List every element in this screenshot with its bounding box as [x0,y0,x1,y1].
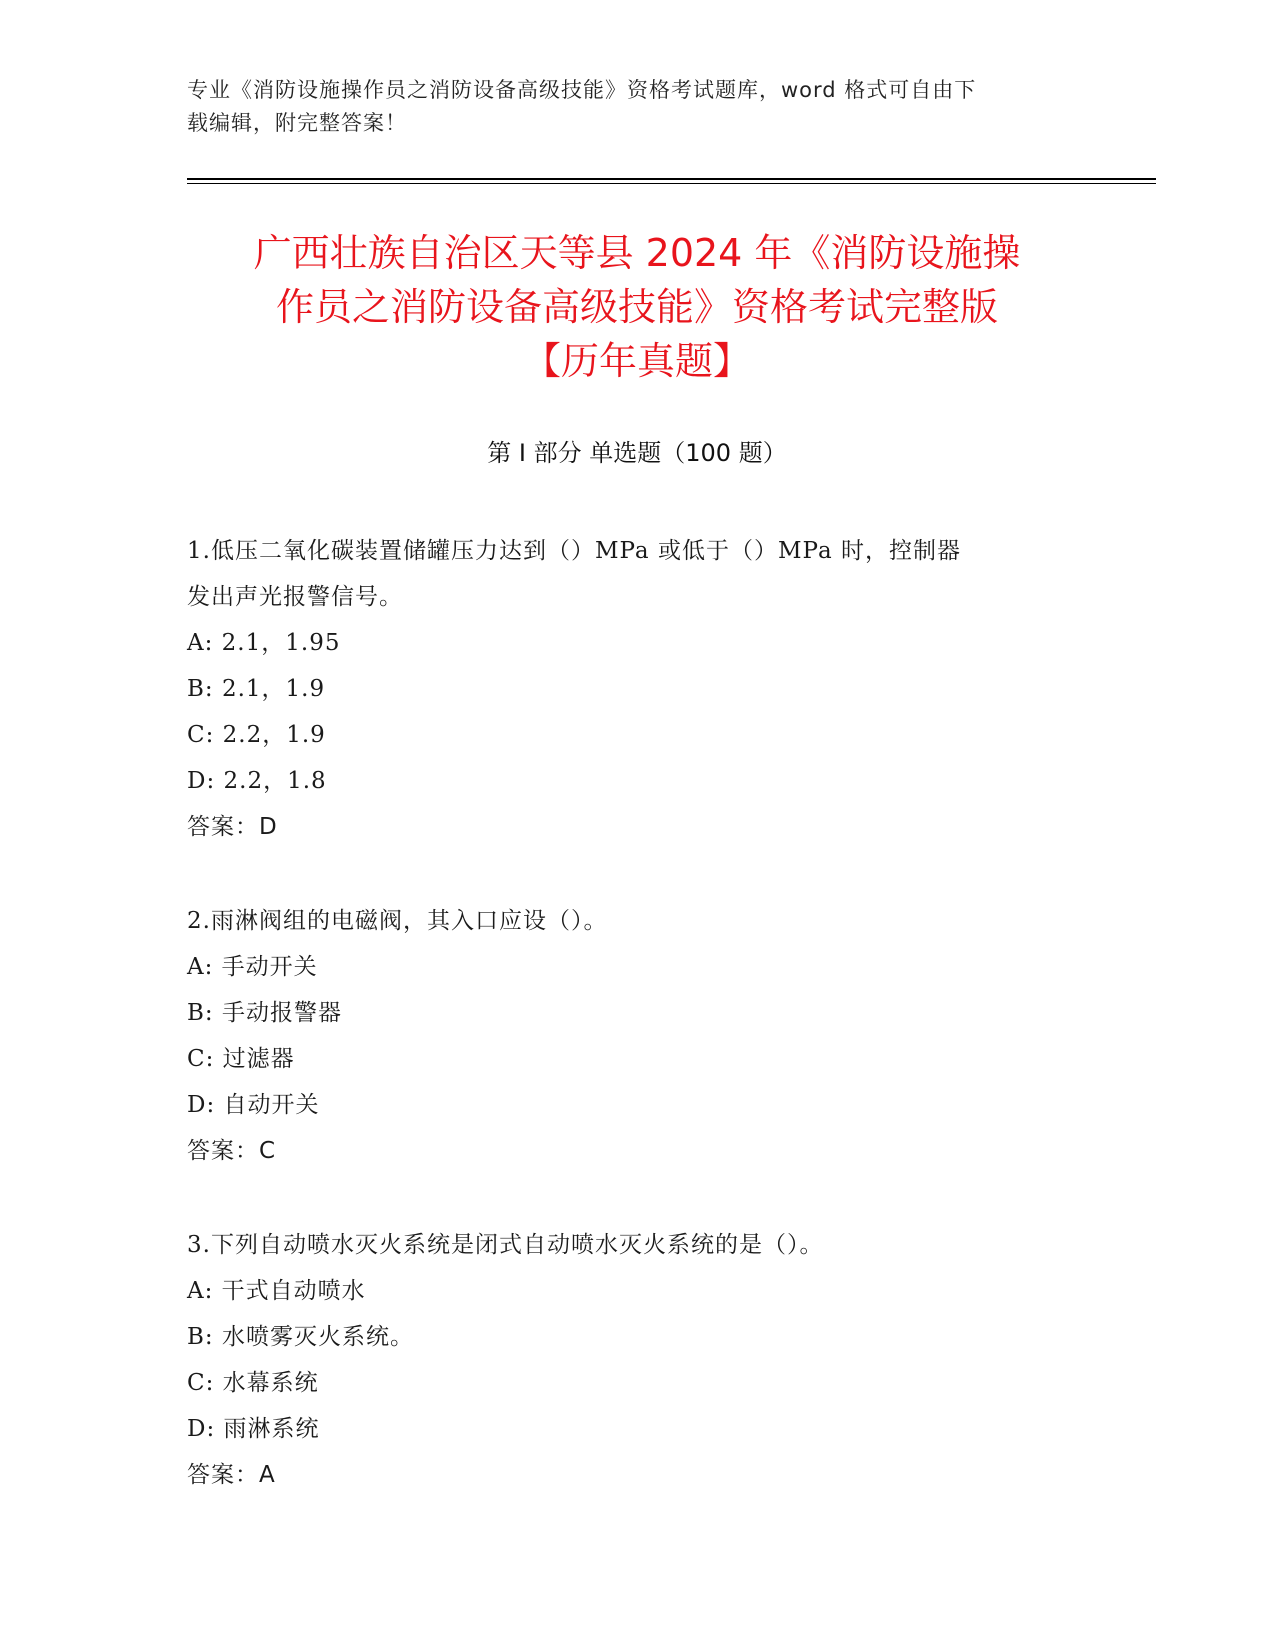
answer-label: 答案：C [187,1138,277,1164]
document-title [137,226,1137,388]
option-d: D: 2.2，1.8 [187,768,327,794]
header-rule-thin [187,183,1156,184]
question-stem-line: 2.雨淋阀组的电磁阀，其入口应设（）。 [187,908,608,934]
question-stem [187,898,1087,944]
question-2 [187,898,1087,1174]
option-a: A: 干式自动喷水 [187,1278,366,1304]
header-line-1: 专业《消防设施操作员之消防设备高级技能》资格考试题库，word 格式可自由下 [187,78,977,102]
title-line-2: 作员之消防设备高级技能》资格考试完整版 [275,285,998,329]
question-3 [187,1222,1087,1498]
question-list [187,528,1087,1498]
question-stem-line: 3.下列自动喷水灭火系统是闭式自动喷水灭火系统的是（）。 [187,1232,824,1258]
option-d: D: 雨淋系统 [187,1416,320,1442]
option-b: B: 手动报警器 [187,1000,342,1026]
document-header-note [187,74,1087,140]
option-b: B: 水喷雾灭火系统。 [187,1324,414,1350]
option-a: A: 2.1，1.95 [187,630,341,656]
header-line-2: 载编辑，附完整答案！ [187,111,407,135]
question-stem [187,1222,1087,1268]
option-a: A: 手动开关 [187,954,318,980]
option-c: C: 水幕系统 [187,1370,319,1396]
option-c: C: 过滤器 [187,1046,295,1072]
question-stem [187,528,1087,620]
option-b: B: 2.1，1.9 [187,676,326,702]
answer-label: 答案：A [187,1462,276,1488]
title-line-1: 广西壮族自治区天等县 2024 年《消防设施操 [253,231,1021,275]
option-d: D: 自动开关 [187,1092,320,1118]
header-rule-thick [187,178,1156,180]
question-stem-line: 发出声光报警信号。 [187,584,403,610]
section-heading: 第 I 部分 单选题（100 题） [487,439,787,467]
answer-label: 答案：D [187,814,278,840]
question-stem-line: 1.低压二氧化碳装置储罐压力达到（）MPa 或低于（）MPa 时，控制器 [187,538,961,564]
title-line-3: 【历年真题】 [522,339,751,383]
question-1 [187,528,1087,850]
option-c: C: 2.2，1.9 [187,722,326,748]
